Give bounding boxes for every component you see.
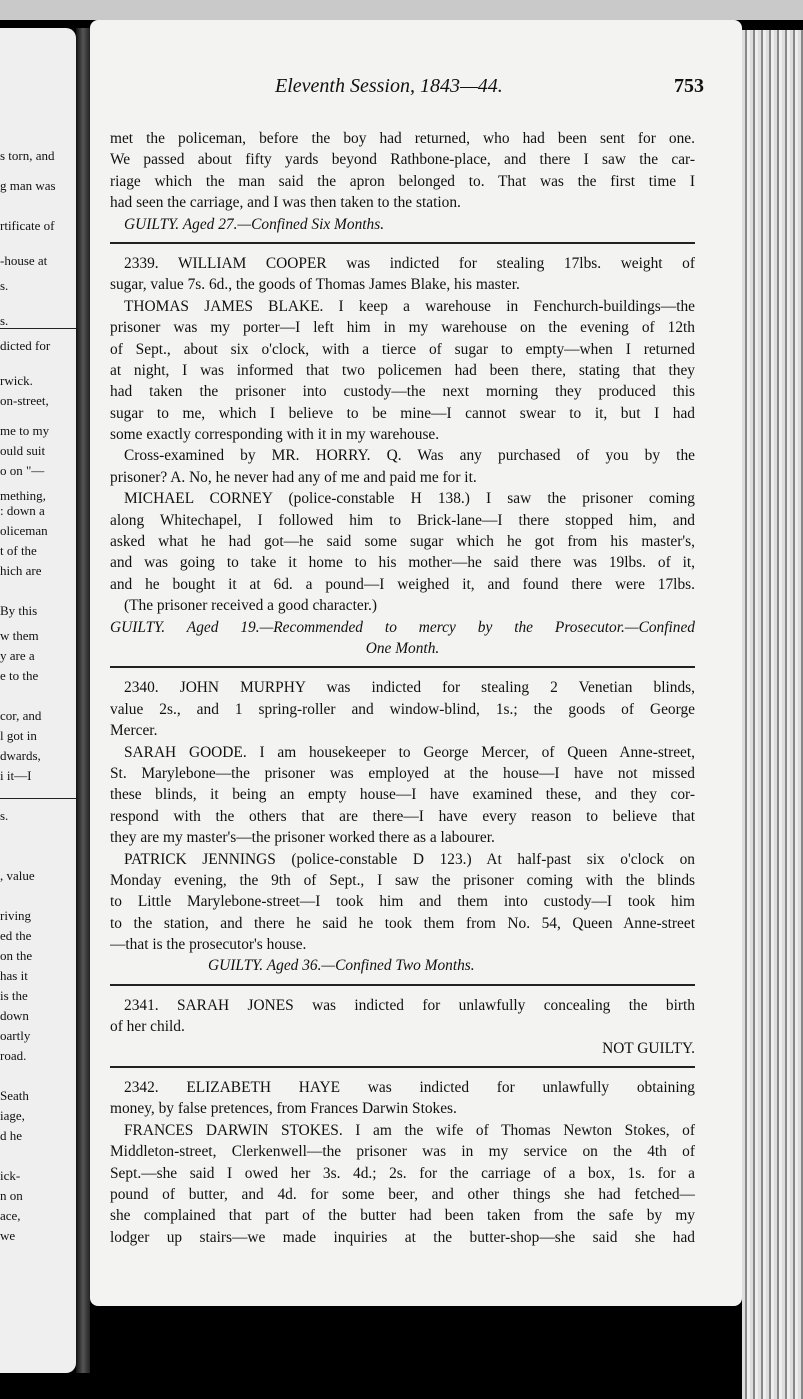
witness-line: THOMAS JAMES BLAKE. I keep a warehouse in Fenchurch-buildings—the [124,297,695,315]
left-page-line: ick- [0,1168,21,1183]
text-line: and he bought it at 6d. a pound—I weighed it, and found there were 17lbs. [110,575,695,593]
page-number: 753 [674,75,704,97]
book-spine [76,28,90,1373]
left-page-line: s. [0,808,9,823]
witness-line: MICHAEL CORNEY (police-constable H 138.) I saw the prisoner coming [124,490,695,508]
text-line: and was going to take it home to his mother—he said there was 19lbs. of it, [110,554,695,572]
text-line: value 2s., and 1 spring-roller and window-blind, 1s.; the goods of George [110,700,695,718]
left-page-line: rtificate of [0,218,55,233]
left-page-line: me to my [0,423,50,438]
left-page-line: t of the [0,543,37,558]
text-line: Monday evening, the 9th of Sept., I saw the prisoner coming with the blinds [110,871,695,889]
text-line: sugar to me, which I believe to be mine—I cannot swear to it, but I had [110,404,695,422]
left-page-line: cor, and [0,708,42,723]
left-page-line: l got in [0,728,37,743]
left-page-line: ed the [0,928,32,943]
left-page-line: o on "— [0,463,45,478]
left-page-line: g man was [0,178,56,193]
left-page-line: n on [0,1188,23,1203]
text-line: Sept.—she said I owed her 3s. 4d.; 2s. for the carriage of a box, 1s. for a [110,1164,695,1182]
text-line: St. Marylebone—the prisoner was employed at the house—I have not missed [110,764,695,782]
left-page-line: , value [0,868,35,883]
text-line: Middleton-street, Clerkenwell—the prisoner was in my service on the 4th of [110,1143,695,1161]
left-page-line: By this [0,603,38,618]
section-rule [110,1066,695,1068]
left-page-line: has it [0,968,28,983]
text-line: at night, I was informed that two policemen had been there, stating that they [110,361,695,379]
left-page-fragment [0,28,76,1373]
section-rule [110,242,695,244]
text-line: prisoner was my porter—I left him in my warehouse on the evening of 12th [110,319,695,337]
left-page-rule [0,798,76,799]
left-page-line: we [0,1228,16,1243]
running-title: Eleventh Session, 1843—44. [275,75,503,97]
text-line: prisoner? A. No, he never had any of me and paid me for it. [110,468,477,486]
text-line: money, by false pretences, from Frances Darwin Stokes. [110,1100,457,1118]
text-line: riage which the man said the apron belonged to. That was the first time I [110,172,695,190]
verdict-line: NOT GUILTY. [602,1039,695,1057]
text-line: We passed about fifty yards beyond Rathbone-place, and there I saw the car- [110,151,695,169]
left-page-line: on-street, [0,393,49,408]
witness-line: SARAH GOODE. I am housekeeper to George Mercer, of Queen Anne-street, [124,743,695,761]
section-rule [110,666,695,668]
verdict-line: GUILTY. Aged 27.—Confined Six Months. [124,215,385,233]
text-line: had seen the carriage, and I was then taken to the station. [110,194,461,212]
scan-background-top [0,0,803,20]
text-line: to Little Marylebone-street—I took him and them into custody—I took him [110,893,695,911]
running-head [90,75,742,105]
left-page-line: ould suit [0,443,46,458]
left-page-line: e to the [0,668,39,683]
right-page [90,20,742,1306]
left-page-line: road. [0,1048,27,1063]
verdict-line: GUILTY. Aged 36.—Confined Two Months. [208,957,475,975]
left-page-line: d he [0,1128,23,1143]
text-line: they are my master's—the prisoner worked there as a labourer. [110,829,495,847]
left-page-line: mething, [0,488,46,503]
left-page-line: i it—I [0,768,32,783]
text-line: had taken the prisoner into custody—the next morning they produced this [110,383,695,401]
verdict-line: GUILTY. Aged 19.—Recommended to mercy by the Prosecutor.—Confined [110,618,695,636]
text-line: these blinds, it being an empty house—I have examined these, and they cor- [110,786,695,804]
left-page-line: oartly [0,1028,31,1043]
page-edges [742,30,803,1399]
section-rule [110,984,695,986]
left-page-line: dwards, [0,748,41,763]
left-page-line: down [0,1008,29,1023]
text-line: along Whitechapel, I followed him to Brick-lane—I there stopped him, and [110,511,695,529]
character-note: (The prisoner received a good character.) [124,597,377,615]
cross-examination-line: Cross-examined by MR. HORRY. Q. Was any purchased of you by the [124,447,695,465]
left-page-line: oliceman [0,523,48,538]
left-page-line: -house at [0,253,48,268]
witness-line: PATRICK JENNINGS (police-constable D 123.) At half-past six o'clock on [124,850,695,868]
case-heading: 2339. WILLIAM COOPER was indicted for stealing 17lbs. weight of [124,254,695,272]
text-line: asked what he had got—he said some sugar which he got from his master's, [110,533,695,551]
text-line: Mercer. [110,722,158,740]
left-page-line: hich are [0,563,42,578]
left-page-line: riving [0,908,32,923]
case-heading: 2342. ELIZABETH HAYE was indicted for unlawfully obtaining [124,1079,695,1097]
left-page-rule [0,328,76,329]
left-page-line: : down a [0,503,45,518]
text-line: respond with the others that are there—I have every reason to believe that [110,807,695,825]
text-line: of Sept., about six o'clock, with a tierce of sugar to empty—when I returned [110,340,695,358]
text-line: some exactly corresponding with it in my warehouse. [110,426,440,444]
left-page-line: w them [0,628,39,643]
left-page-line: s torn, and [0,148,55,163]
case-heading: 2341. SARAH JONES was indicted for unlawfully concealing the birth [124,996,695,1014]
left-page-line: iage, [0,1108,25,1123]
left-page-line: on the [0,948,33,963]
left-page-line: s. [0,313,9,328]
text-line: lodger up stairs—we made inquiries at the butter-shop—she said she had [110,1228,695,1246]
witness-line: FRANCES DARWIN STOKES. I am the wife of Thomas Newton Stokes, of [124,1121,695,1139]
verdict-line: One Month. [365,639,440,657]
left-page-line: s. [0,278,9,293]
text-line: —that is the prosecutor's house. [110,936,307,954]
left-page-line: is the [0,988,28,1003]
left-page-line: y are a [0,648,35,663]
left-page-line: dicted for [0,338,51,353]
text-line: to the station, and there he said he took them from No. 54, Queen Anne-street [110,914,695,932]
text-line: met the policeman, before the boy had returned, who had been sent for one. [110,130,695,147]
left-page-line: Seath [0,1088,29,1103]
left-page-line: rwick. [0,373,33,388]
text-line: pound of butter, and 4d. for some beer, and other things she had fetched— [110,1185,695,1203]
page-body [110,128,695,1248]
text-line: sugar, value 7s. 6d., the goods of Thomas James Blake, his master. [110,276,520,294]
case-heading: 2340. JOHN MURPHY was indicted for stealing 2 Venetian blinds, [124,679,695,697]
left-page-line: ace, [0,1208,21,1223]
text-line: of her child. [110,1018,185,1036]
text-line: she complained that part of the butter had been taken from the safe by my [110,1207,695,1225]
